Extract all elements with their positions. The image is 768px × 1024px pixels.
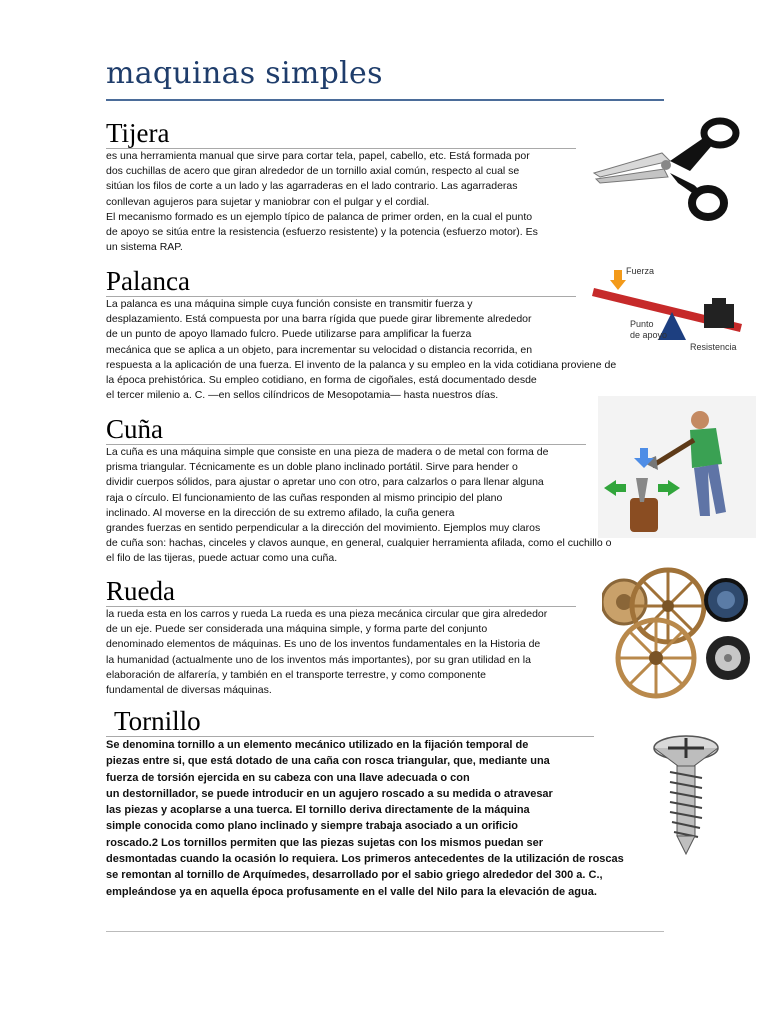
- section-heading: Rueda: [106, 576, 175, 606]
- body-line: la época prehistórica. Su empleo cotidiano, en forma de cigoñales, está documentado desde: [106, 374, 537, 387]
- body-line: fundamental de diversas máquinas.: [106, 684, 272, 697]
- body-line: fuerza de torsión ejercida en su cabeza con una llave adecuada o con: [106, 771, 470, 784]
- scissors-icon: [590, 115, 745, 232]
- body-line: respuesta a la aplicación de una fuerza. El invento de la palanca y su empleo en la vida cotidiana proviene de: [106, 358, 617, 371]
- section-body: [106, 607, 576, 698]
- section-heading: Cuña: [106, 414, 163, 444]
- section-body: [106, 737, 624, 900]
- body-line: las piezas y acoplarse a una tuerca. El tornillo deriva directamente de la máquina: [106, 804, 530, 817]
- wheels-illustration: [602, 560, 752, 705]
- section-tijera: [106, 118, 576, 255]
- body-line: un destornillador, se puede introducir en un agujero roscado a su medida o atravesar: [106, 787, 553, 800]
- section-heading: Tornillo: [114, 706, 201, 736]
- body-line: Se denomina tornillo a un elemento mecánico utilizado en la fijación temporal de: [106, 739, 529, 751]
- body-line: grandes fuerzas en sentido perpendicular a la dirección del movimiento. Ejemplos muy claros: [106, 522, 541, 535]
- body-line: inclinado. Al moverse en la dirección de su extremo afilado, la cuña genera: [106, 506, 455, 519]
- section-palanca: [106, 266, 616, 403]
- bottom-divider: [106, 931, 664, 932]
- body-line: de un punto de apoyo llamado fulcro. Puede utilizarse para amplificar la fuerza: [106, 328, 472, 341]
- section-heading: Tijera: [106, 118, 170, 148]
- body-line: desplazamiento. Está compuesta por una barra rígida que puede girar libremente alrededor: [106, 313, 532, 326]
- body-line: la humanidad (actualmente uno de los inventos más importantes), por su gran utilidad en la: [106, 653, 531, 666]
- body-line: elaboración de alfarería, y también en el transporte terrestre, y como componente: [106, 668, 486, 681]
- body-line: de cuña son: hachas, cinceles y clavos aunque, en general, cualquier herramienta afilada, como el cuchillo o: [106, 537, 612, 550]
- section-body: [106, 149, 576, 255]
- section-tornillo: [106, 706, 624, 900]
- body-line: dividir cuerpos sólidos, para ajustar o apretar uno con otro, para calzarlos o para llenar alguna: [106, 476, 544, 489]
- body-line: es una herramienta manual que sirve para cortar tela, papel, cabello, etc. Está formada por: [106, 150, 530, 162]
- body-line: prisma triangular. Técnicamente es un doble plano inclinado portátil. Sirve para hender o: [106, 461, 518, 474]
- section-heading: Palanca: [106, 266, 190, 296]
- fulcrum-label-1: Punto: [630, 319, 654, 329]
- lever-diagram: [592, 260, 744, 381]
- body-line: denominado elementos de máquinas. Es uno de los inventos fundamentales en la Historia de: [106, 638, 541, 651]
- body-line: La cuña es una máquina simple que consiste en una pieza de madera o de metal con forma de: [106, 446, 549, 458]
- body-line: se remontan al tornillo de Arquímedes, desarrollado por el sabio griego alrededor del 300 a. C.,: [106, 869, 603, 882]
- screw-icon: [650, 732, 722, 861]
- resistance-label: Resistencia: [690, 342, 737, 352]
- body-line: raja o círculo. El funcionamiento de las cuñas responden al mismo principio del plano: [106, 491, 503, 504]
- body-line: un sistema RAP.: [106, 241, 183, 254]
- body-line: piezas entre si, que está dotado de una caña con rosca triangular, que, mediante una: [106, 755, 550, 768]
- body-line: la rueda esta en los carros y rueda La rueda es una pieza mecánica circular que gira alrededor: [106, 608, 548, 620]
- body-line: el tercer milenio a. C. —en sellos cilíndricos de Mesopotamia— hasta nuestros días.: [106, 389, 499, 402]
- document-title: maquinas simples: [106, 56, 383, 91]
- section-body: [106, 297, 616, 403]
- force-label: Fuerza: [626, 266, 655, 276]
- body-line: sitúan los filos de corte a un lado y las agarraderas en el lado contrario. Las agarraderas: [106, 180, 518, 193]
- body-line: conllevan agujeros para sujetar y maniobrar con el pulgar y el cordial.: [106, 195, 430, 208]
- body-line: El mecanismo formado es un ejemplo típico de palanca de primer orden, en la cual el punto: [106, 210, 533, 223]
- body-line: empleándose ya en aquella época profusamente en el valle del Nilo para la elevación de agua.: [106, 885, 597, 898]
- body-line: el filo de las tijeras, puede actuar como una cuña.: [106, 552, 338, 565]
- body-line: de apoyo se sitúa entre la resistencia (esfuerzo resistente) y la potencia (esfuerzo motor). Es: [106, 226, 538, 239]
- body-line: mecánica que se aplica a un objeto, para incrementar su velocidad o distancia recorrida, en: [106, 343, 533, 356]
- section-cuna: [106, 414, 611, 567]
- wedge-illustration: [598, 396, 756, 543]
- title-divider: [106, 99, 664, 101]
- section-body: [106, 445, 611, 567]
- section-rueda: [106, 576, 576, 698]
- body-line: de un eje. Puede ser considerada una máquina simple, y forma parte del conjunto: [106, 623, 488, 636]
- body-line: roscado.2 Los tornillos permiten que las piezas sujetas con los mismos puedan ser: [106, 836, 544, 849]
- fulcrum-label-2: de apoyo: [630, 330, 668, 340]
- body-line: dos cuchillas de acero que giran alrededor de un tornillo axial común, respecto al cual se: [106, 165, 520, 178]
- body-line: desmontadas cuando la ocasión lo requiera. Los primeros antecedentes de la utilización de roscas: [106, 853, 624, 866]
- body-line: simple conocida como plano inclinado y siempre trabaja asociado a un orificio: [106, 820, 518, 833]
- body-line: La palanca es una máquina simple cuya función consiste en transmitir fuerza y: [106, 298, 473, 310]
